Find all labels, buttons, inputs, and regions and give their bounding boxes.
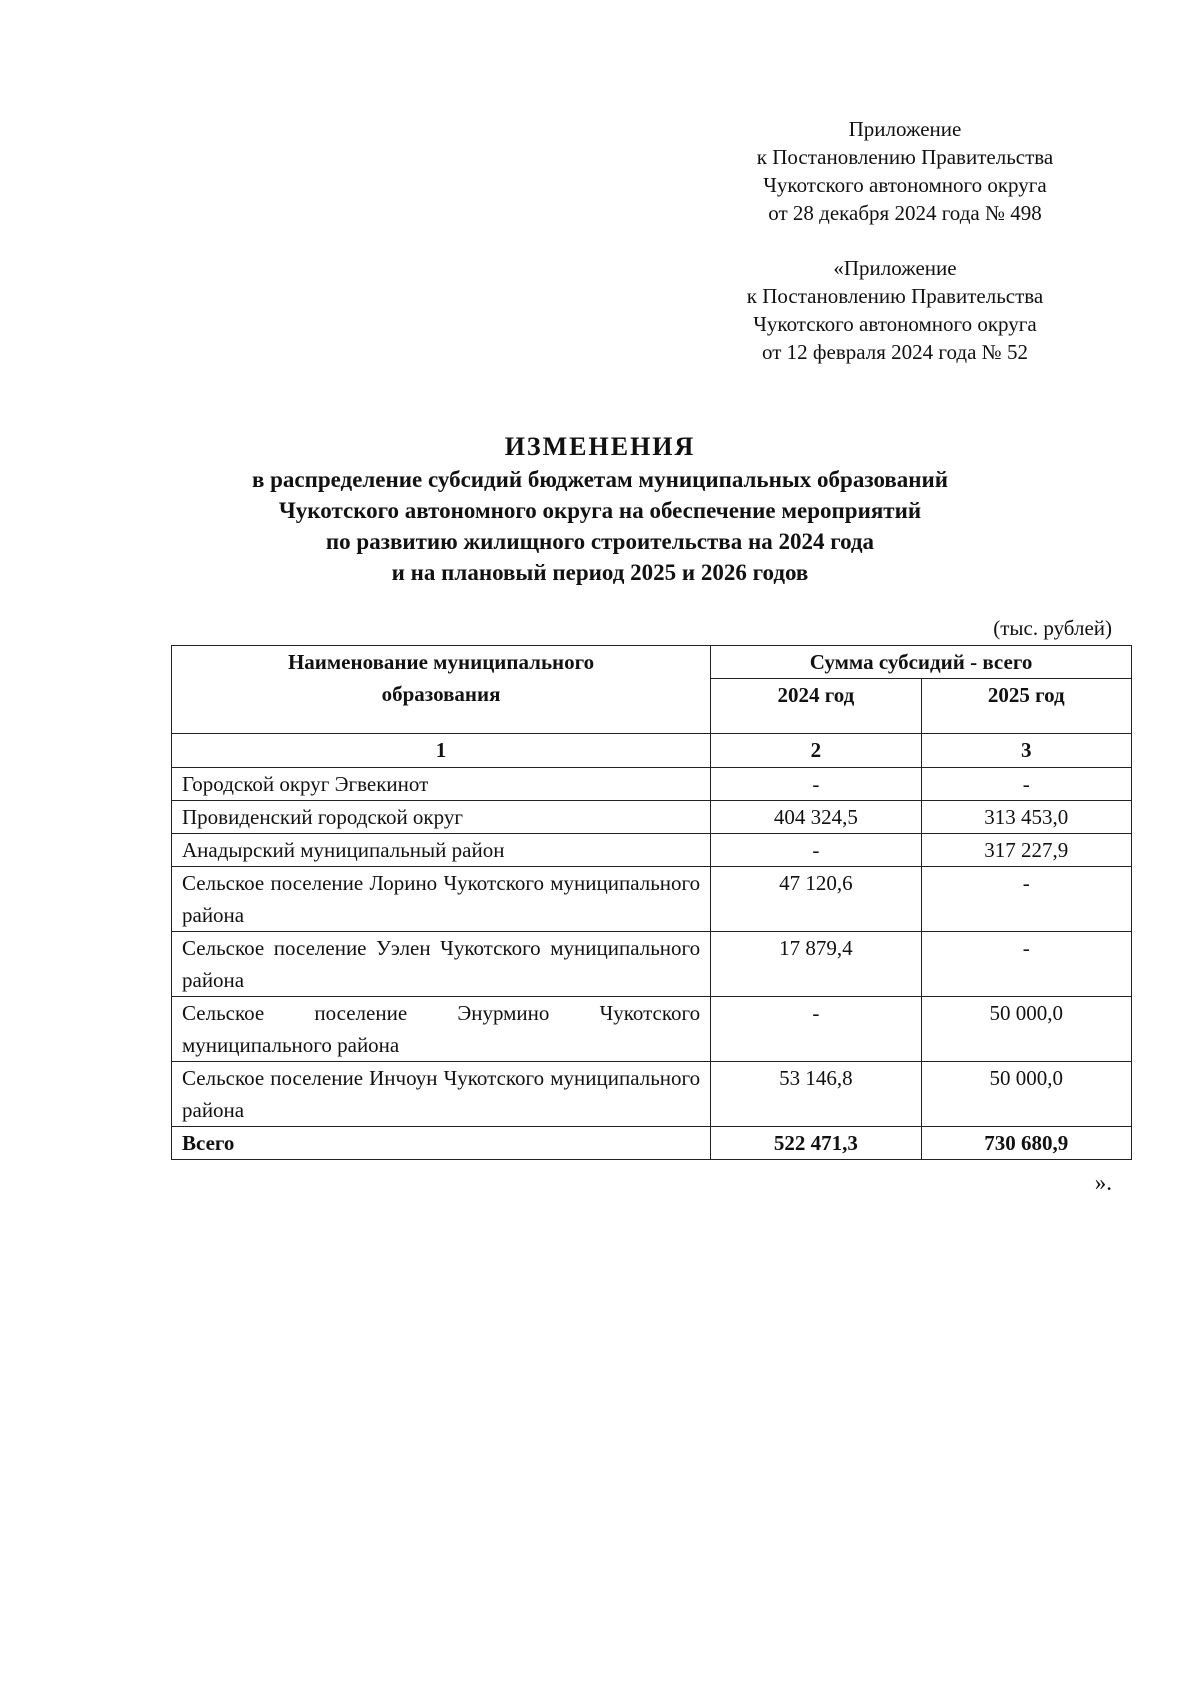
row-name: Сельское поселение Уэлен Чукотского муниципального района <box>172 932 711 997</box>
appendix-current-block <box>735 115 1075 227</box>
units-note: (тыс. рублей) <box>993 616 1112 640</box>
row-name: Городской округ Эгвекинот <box>172 768 711 801</box>
table-row <box>172 867 1132 932</box>
title-line-4: и на плановый период 2025 и 2026 годов <box>391 560 809 585</box>
row-value-2024: - <box>711 997 921 1062</box>
table-row <box>172 997 1132 1062</box>
row-value-2024: - <box>711 768 921 801</box>
table-row <box>172 801 1132 834</box>
row-name: Сельское поселение Лорино Чукотского муниципального района <box>172 867 711 932</box>
appendix-original-line-1: «Приложение <box>833 256 957 280</box>
title-line-2: Чукотского автономного округа на обеспечение мероприятий <box>278 498 922 523</box>
header-subsidy-sum: Сумма субсидий - всего <box>711 646 1132 679</box>
row-name: Сельское поселение Энурмино Чукотского муниципального района <box>172 997 711 1062</box>
row-value-2025: - <box>921 768 1131 801</box>
subsidies-table <box>171 645 1132 1160</box>
table-row <box>172 932 1132 997</box>
appendix-original-line-2: к Постановлению Правительства <box>746 284 1044 308</box>
column-number-1: 1 <box>172 734 711 768</box>
title-line-1: в распределение субсидий бюджетам муниципальных образований <box>251 467 949 492</box>
appendix-original-block <box>725 254 1065 366</box>
title-line-3: по развитию жилищного строительства на 2024 года <box>325 529 875 554</box>
row-value-2024: 404 324,5 <box>711 801 921 834</box>
row-value-2025: - <box>921 867 1131 932</box>
table-row <box>172 834 1132 867</box>
row-value-2025: 50 000,0 <box>921 1062 1131 1127</box>
row-value-2024: 17 879,4 <box>711 932 921 997</box>
header-municipality-line-1: Наименование муниципального <box>287 650 595 674</box>
table-row <box>172 1062 1132 1127</box>
appendix-original-line-4: от 12 февраля 2024 года № 52 <box>762 340 1028 364</box>
row-value-2025: - <box>921 932 1131 997</box>
document-title <box>130 430 1070 588</box>
row-name: Сельское поселение Инчоун Чукотского муниципального района <box>172 1062 711 1127</box>
column-number-row <box>172 734 1132 768</box>
closing-quote: ». <box>1094 1170 1112 1195</box>
appendix-current-line-4: от 28 декабря 2024 года № 498 <box>768 201 1042 225</box>
row-value-2025: 317 227,9 <box>921 834 1131 867</box>
total-label: Всего <box>172 1127 711 1160</box>
row-value-2024: 53 146,8 <box>711 1062 921 1127</box>
column-number-2: 2 <box>711 734 921 768</box>
row-name: Анадырский муниципальный район <box>172 834 711 867</box>
appendix-current-line-1: Приложение <box>848 117 962 141</box>
header-municipality <box>172 646 711 734</box>
header-year-2025: 2025 год <box>921 679 1131 734</box>
table-row <box>172 768 1132 801</box>
total-row <box>172 1127 1132 1160</box>
appendix-current-line-2: к Постановлению Правительства <box>756 145 1054 169</box>
row-value-2024: - <box>711 834 921 867</box>
appendix-original-line-3: Чукотского автономного округа <box>753 312 1037 336</box>
title-main: ИЗМЕНЕНИЯ <box>504 432 696 461</box>
appendix-current-line-3: Чукотского автономного округа <box>763 173 1047 197</box>
row-name: Провиденский городской округ <box>172 801 711 834</box>
header-municipality-line-2: образования <box>381 682 501 706</box>
header-year-2024: 2024 год <box>711 679 921 734</box>
row-value-2024: 47 120,6 <box>711 867 921 932</box>
column-number-3: 3 <box>921 734 1131 768</box>
total-value-2024: 522 471,3 <box>711 1127 921 1160</box>
row-value-2025: 50 000,0 <box>921 997 1131 1062</box>
row-value-2025: 313 453,0 <box>921 801 1131 834</box>
total-value-2025: 730 680,9 <box>921 1127 1131 1160</box>
